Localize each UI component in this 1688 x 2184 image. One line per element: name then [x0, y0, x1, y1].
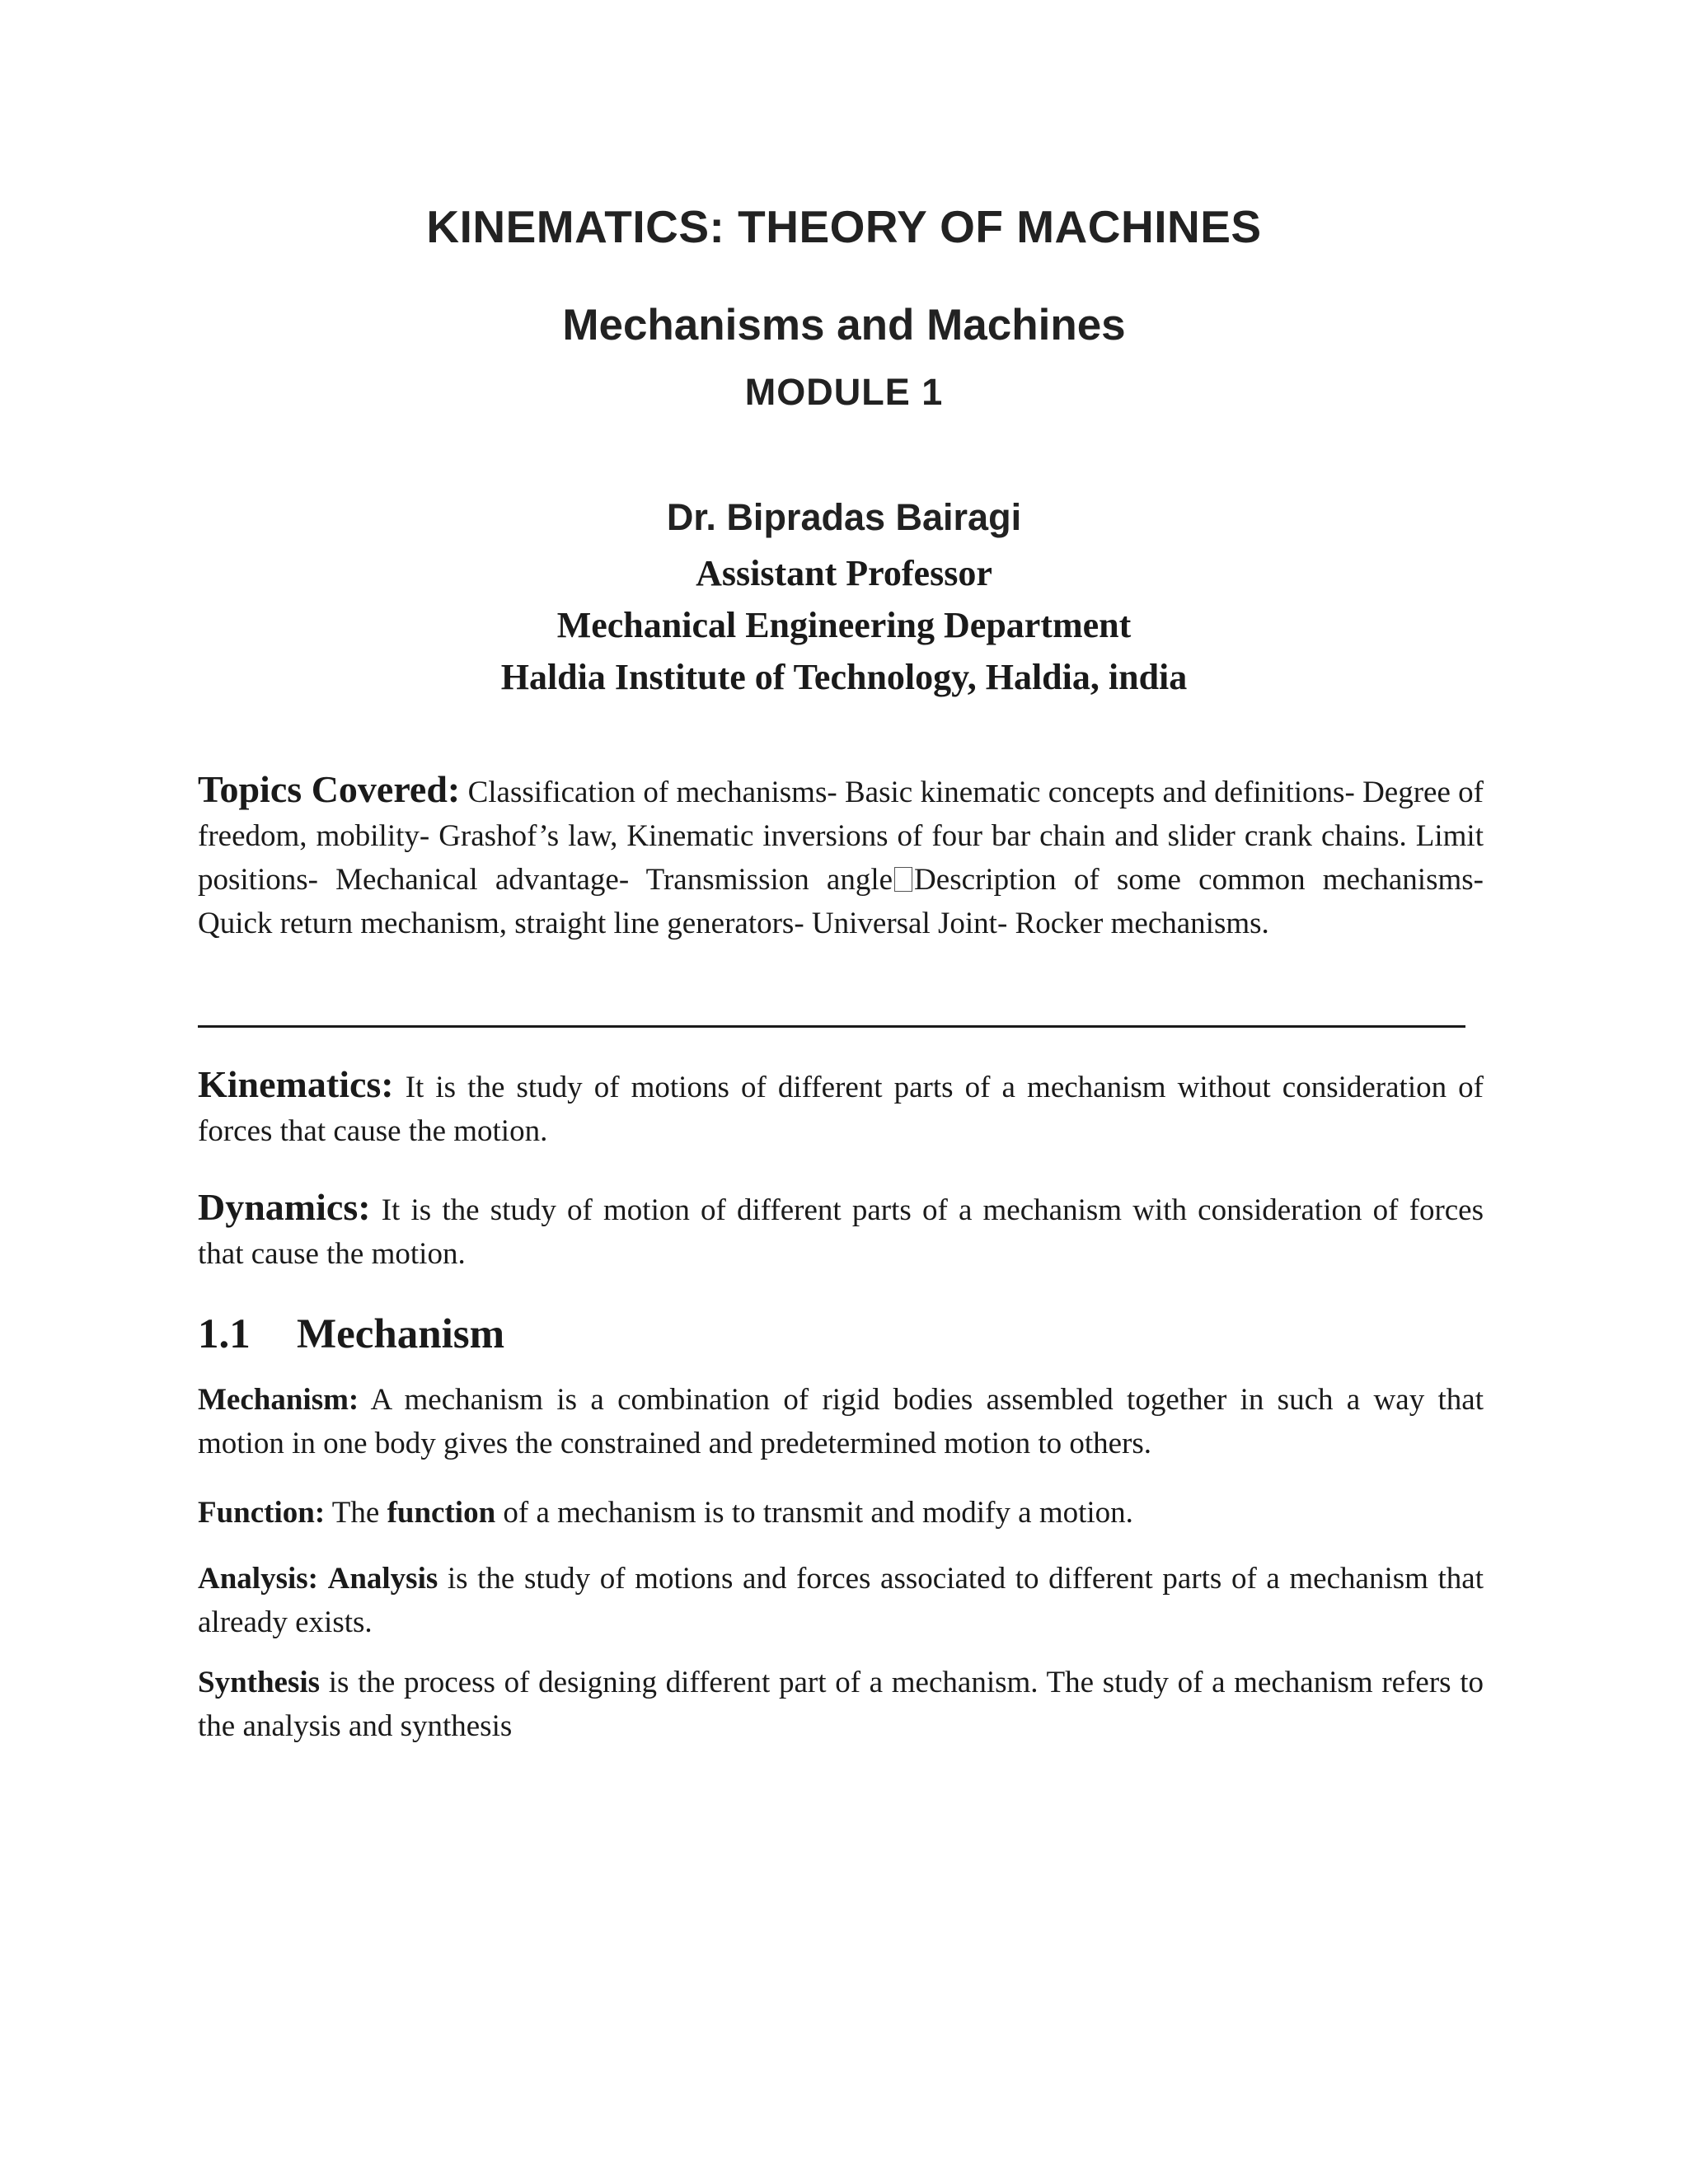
author-name: Dr. Bipradas Bairagi: [666, 496, 1022, 538]
author-position: Assistant Professor: [696, 553, 992, 593]
section-title: Mechanism: [297, 1311, 505, 1357]
kinematics-text: It is the study of motions of different parts of a mechanism without consideration of forces that cause the motion.: [198, 1071, 1484, 1148]
kinematics-paragraph: [198, 1062, 1484, 1153]
dynamics-label: Dynamics:: [198, 1186, 371, 1228]
analysis-paragraph: [198, 1557, 1484, 1644]
mechanism-paragraph: [198, 1378, 1484, 1465]
author-institute: Haldia Institute of Technology, Haldia, india: [500, 657, 1188, 697]
function-bold-word: function: [387, 1496, 496, 1530]
topics-paragraph: [198, 767, 1484, 945]
analysis-bold-word: Analysis: [327, 1562, 438, 1596]
analysis-text: is the study of motions and forces associated to different parts of a mechanism that already exists.: [198, 1562, 1484, 1639]
module-label: MODULE 1: [744, 371, 944, 413]
mechanism-label: Mechanism:: [198, 1383, 359, 1417]
section-number: 1.1: [198, 1311, 251, 1357]
synthesis-text: is the process of designing different part of a mechanism. The study of a mechanism refers to the analysis and synthesis: [198, 1666, 1484, 1743]
topics-text-part2: Description of some common mechanisms- Quick return mechanism, straight line generators- Universal Joint- Rocker mechanisms.: [198, 863, 1484, 940]
analysis-label: Analysis:: [198, 1562, 318, 1596]
topics-label: Topics Covered:: [198, 768, 461, 810]
synthesis-paragraph: [198, 1661, 1484, 1748]
function-text-1: The: [331, 1496, 380, 1530]
mechanism-text: A mechanism is a combination of rigid bodies assembled together in such a way that motion in one body gives the constrained and predetermined motion to others.: [198, 1383, 1484, 1460]
function-label: Function:: [198, 1496, 326, 1530]
missing-glyph-icon: [894, 867, 912, 892]
document-title: KINEMATICS: THEORY OF MACHINES: [426, 201, 1262, 252]
document-subtitle: Mechanisms and Machines: [562, 301, 1126, 349]
function-paragraph: [198, 1491, 1484, 1535]
kinematics-label: Kinematics:: [198, 1063, 394, 1105]
horizontal-divider: [198, 1025, 1465, 1028]
topics-text-part1: Classification of mechanisms- Basic kinematic concepts and definitions- Degree of freedom, mobility- Grashof’s law, Kinematic inversions of four bar chain and slider crank chains. Limit positions- Mechanical advantage- Transmission angle: [198, 776, 1484, 897]
author-department: Mechanical Engineering Department: [556, 605, 1132, 645]
synthesis-bold-word: Synthesis: [198, 1666, 321, 1699]
dynamics-paragraph: [198, 1185, 1484, 1276]
section-heading: [198, 1310, 504, 1358]
function-text-2: of a mechanism is to transmit and modify a motion.: [503, 1496, 1133, 1530]
dynamics-text: It is the study of motion of different parts of a mechanism with consideration of forces that cause the motion.: [198, 1193, 1484, 1271]
